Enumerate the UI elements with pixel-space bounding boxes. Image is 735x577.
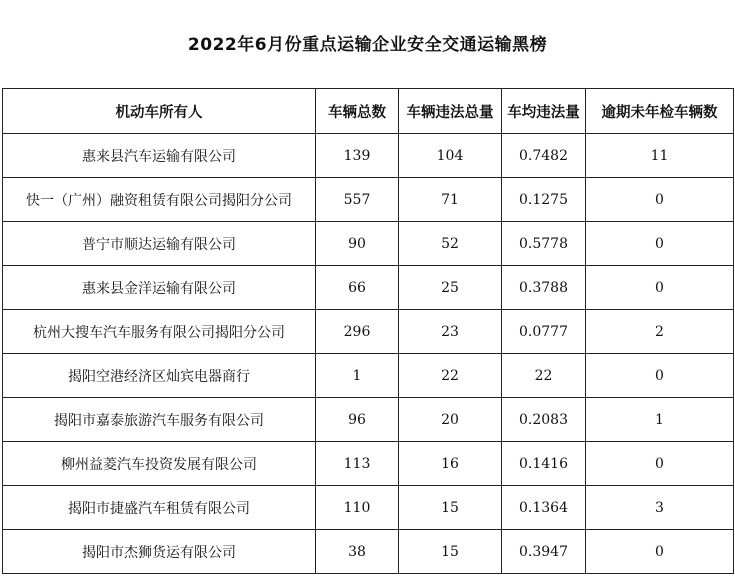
table-row [3, 530, 734, 574]
cell-overdue-inspection: 0 [586, 442, 734, 486]
table-row [3, 354, 734, 398]
header-overdue-inspection: 逾期未年检车辆数 [586, 89, 734, 134]
cell-violation-total: 25 [399, 266, 502, 310]
cell-violation-average: 22 [502, 354, 586, 398]
table-row [3, 134, 734, 178]
cell-vehicle-total: 38 [316, 530, 399, 574]
cell-violation-total: 15 [399, 530, 502, 574]
cell-overdue-inspection: 1 [586, 398, 734, 442]
cell-overdue-inspection: 11 [586, 134, 734, 178]
cell-owner: 惠来县金洋运输有限公司 [3, 266, 316, 310]
cell-vehicle-total: 139 [316, 134, 399, 178]
table-row [3, 266, 734, 310]
table-row [3, 442, 734, 486]
cell-violation-average: 0.3788 [502, 266, 586, 310]
cell-vehicle-total: 296 [316, 310, 399, 354]
cell-owner: 柳州益菱汽车投资发展有限公司 [3, 442, 316, 486]
cell-vehicle-total: 557 [316, 178, 399, 222]
table-row [3, 398, 734, 442]
table-row [3, 486, 734, 530]
cell-overdue-inspection: 0 [586, 178, 734, 222]
cell-violation-total: 20 [399, 398, 502, 442]
cell-owner: 揭阳空港经济区灿宾电器商行 [3, 354, 316, 398]
page-title: 2022年6月份重点运输企业安全交通运输黑榜 [187, 35, 548, 55]
cell-overdue-inspection: 0 [586, 530, 734, 574]
cell-vehicle-total: 113 [316, 442, 399, 486]
header-violation-average: 车均违法量 [502, 89, 586, 134]
cell-violation-average: 0.0777 [502, 310, 586, 354]
cell-vehicle-total: 66 [316, 266, 399, 310]
cell-owner: 普宁市顺达运输有限公司 [3, 222, 316, 266]
cell-violation-average: 0.1275 [502, 178, 586, 222]
cell-owner: 揭阳市嘉泰旅游汽车服务有限公司 [3, 398, 316, 442]
cell-overdue-inspection: 0 [586, 222, 734, 266]
cell-vehicle-total: 96 [316, 398, 399, 442]
cell-violation-total: 23 [399, 310, 502, 354]
cell-violation-average: 0.5778 [502, 222, 586, 266]
cell-violation-total: 16 [399, 442, 502, 486]
header-owner: 机动车所有人 [3, 89, 316, 134]
table-row [3, 178, 734, 222]
cell-violation-total: 71 [399, 178, 502, 222]
header-violation-total: 车辆违法总量 [399, 89, 502, 134]
cell-violation-total: 52 [399, 222, 502, 266]
cell-owner: 揭阳市捷盛汽车租赁有限公司 [3, 486, 316, 530]
cell-overdue-inspection: 0 [586, 354, 734, 398]
cell-vehicle-total: 110 [316, 486, 399, 530]
header-vehicle-total: 车辆总数 [316, 89, 399, 134]
cell-owner: 杭州大搜车汽车服务有限公司揭阳分公司 [3, 310, 316, 354]
cell-vehicle-total: 1 [316, 354, 399, 398]
cell-owner: 揭阳市杰狮货运有限公司 [3, 530, 316, 574]
cell-overdue-inspection: 0 [586, 266, 734, 310]
cell-violation-total: 104 [399, 134, 502, 178]
blacklist-table [2, 88, 734, 574]
header-row [3, 89, 734, 134]
cell-violation-average: 0.7482 [502, 134, 586, 178]
cell-vehicle-total: 90 [316, 222, 399, 266]
cell-violation-average: 0.1416 [502, 442, 586, 486]
cell-violation-average: 0.2083 [502, 398, 586, 442]
cell-violation-average: 0.3947 [502, 530, 586, 574]
cell-owner: 惠来县汽车运输有限公司 [3, 134, 316, 178]
cell-violation-total: 22 [399, 354, 502, 398]
cell-owner: 快一（广州）融资租赁有限公司揭阳分公司 [3, 178, 316, 222]
cell-overdue-inspection: 3 [586, 486, 734, 530]
table-row [3, 310, 734, 354]
cell-overdue-inspection: 2 [586, 310, 734, 354]
cell-violation-average: 0.1364 [502, 486, 586, 530]
cell-violation-total: 15 [399, 486, 502, 530]
table-row [3, 222, 734, 266]
